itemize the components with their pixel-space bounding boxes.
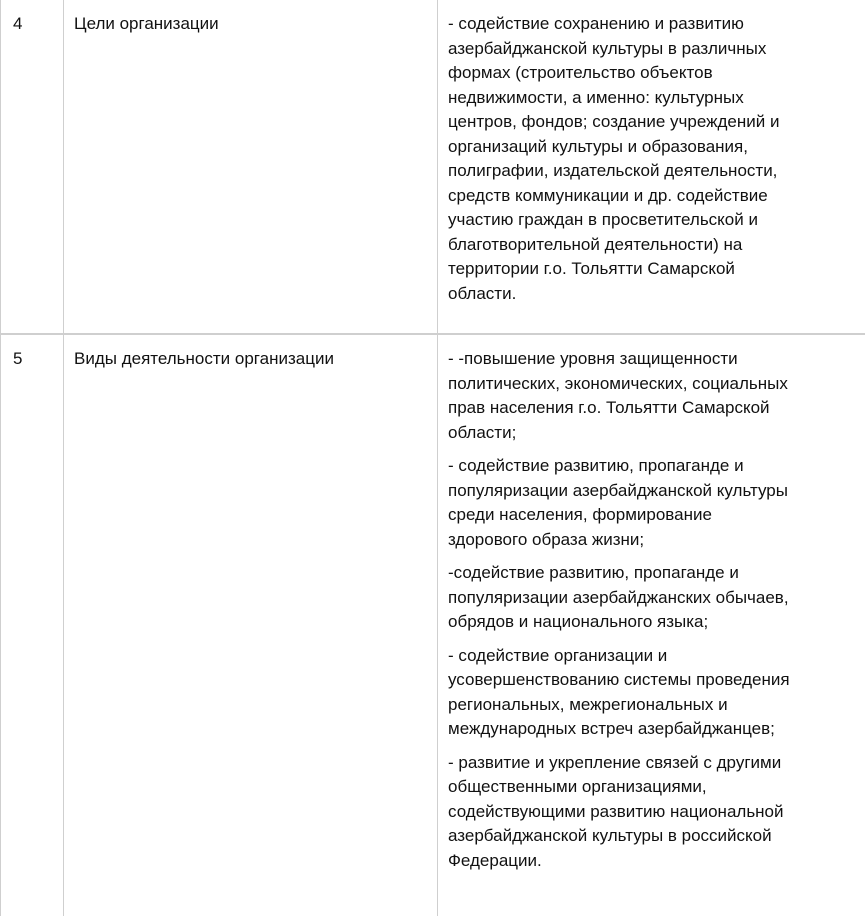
table-row xyxy=(0,334,865,916)
activity-paragraph: - содействие развитию, пропаганде и популяризации азербайджанской культуры среди населения, формирование здорового образа жизни; xyxy=(448,456,788,549)
row-value-cell xyxy=(437,335,865,916)
activity-paragraph: - развитие и укрепление связей с другими общественными организациями, содействующими развитию национальной азербайджанской культуры в российской Федерации. xyxy=(448,752,784,870)
row-label: Виды деятельности организации xyxy=(74,349,334,368)
row-label-cell xyxy=(63,0,438,333)
row-value-cell xyxy=(437,0,865,333)
row-number-cell xyxy=(0,335,64,916)
activity-paragraph: -содействие развитию, пропаганде и популяризации азербайджанских обычаев, обрядов и национального языка; xyxy=(448,563,789,631)
row-label: Цели организации xyxy=(74,14,219,33)
row-number: 5 xyxy=(13,349,23,368)
row-number-cell xyxy=(0,0,64,333)
row-number: 4 xyxy=(13,14,23,33)
activity-paragraph: - -повышение уровня защищенности политических, экономических, социальных прав населения г.о. Тольятти Самарской области; xyxy=(448,349,788,442)
goals-paragraph: - содействие сохранению и развитию азербайджанской культуры в различных формах (строительство объектов недвижимости, а именно: культурных центров, фондов; создание учреждений и организаций культуры и образования, полиграфии, издательской деятельности, средств коммуникации и др. содействие участию граждан в просветительской и благотворительной деятельности) на территории г.о. Тольятти Самарской области. xyxy=(448,14,780,303)
activity-paragraph: - содействие организации и усовершенствованию системы проведения региональных, межрегиональных и международных встреч азербайджанцев; xyxy=(448,645,790,738)
table-row xyxy=(0,0,865,334)
row-label-cell xyxy=(63,335,438,916)
